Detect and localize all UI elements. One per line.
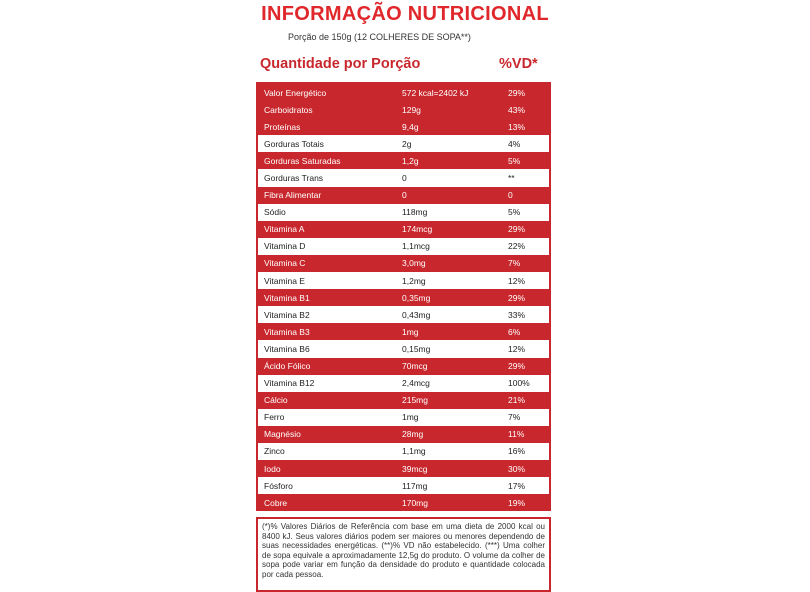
table-row bbox=[258, 426, 549, 443]
quantity-header: Quantidade por Porção bbox=[260, 56, 421, 72]
table-row bbox=[258, 340, 549, 357]
nutrient-quantity: 28mg bbox=[402, 429, 424, 440]
nutrient-name: Fibra Alimentar bbox=[264, 190, 322, 201]
nutrient-quantity: 0,15mg bbox=[402, 343, 431, 354]
vd-header: %VD* bbox=[499, 56, 538, 72]
nutrient-vd: 4% bbox=[508, 138, 521, 149]
nutrient-quantity: 2g bbox=[402, 138, 412, 149]
table-row bbox=[258, 135, 549, 152]
nutrient-vd: 11% bbox=[508, 429, 525, 440]
nutrient-name: Valor Energético bbox=[264, 87, 327, 98]
nutrient-vd: 43% bbox=[508, 104, 526, 115]
table-row bbox=[258, 443, 549, 460]
nutrient-vd: 0 bbox=[508, 190, 513, 201]
nutrient-name: Ferro bbox=[264, 412, 285, 423]
nutrient-quantity: 0 bbox=[402, 190, 407, 201]
nutrient-quantity: 39mcg bbox=[402, 463, 428, 474]
nutrient-vd: 30% bbox=[508, 463, 526, 474]
nutrition-table bbox=[256, 82, 551, 511]
nutrient-quantity: 1mg bbox=[402, 326, 419, 337]
nutrient-quantity: 1,1mcg bbox=[402, 241, 430, 252]
nutrient-vd: 22% bbox=[508, 241, 526, 252]
nutrient-quantity: 215mg bbox=[402, 395, 428, 406]
nutrient-vd: 16% bbox=[508, 446, 526, 457]
nutrient-quantity: 1,2g bbox=[402, 155, 419, 166]
table-header bbox=[256, 54, 546, 76]
page-title: INFORMAÇÃO NUTRICIONAL bbox=[261, 3, 549, 25]
nutrient-quantity: 572 kcal=2402 kJ bbox=[402, 87, 469, 98]
nutrient-quantity: 0,43mg bbox=[402, 309, 431, 320]
nutrient-vd: 100% bbox=[508, 378, 530, 389]
footnote: (*)% Valores Diários de Referência com base em uma dieta de 2000 kcal ou 8400 kJ. Seus valores diários podem ser maiores ou menores dependendo de suas necessidades energéticas. (**)% VD não estabelecido. (***) Uma colher de sopa equivale a aproximadamente 12,5g do produto. O volume da colher de sopa pode variar em função da densidade do produto e quantidade colocada por cada pessoa. bbox=[256, 517, 551, 592]
nutrient-vd: 12% bbox=[508, 275, 526, 286]
nutrient-name: Carboidratos bbox=[264, 104, 313, 115]
table-row bbox=[258, 187, 549, 204]
nutrient-name: Vitamina B6 bbox=[264, 343, 310, 354]
nutrient-vd: 6% bbox=[508, 326, 521, 337]
nutrient-quantity: 118mg bbox=[402, 207, 428, 218]
nutrient-name: Proteínas bbox=[264, 121, 301, 132]
table-row bbox=[258, 358, 549, 375]
serving-size: Porção de 150g (12 COLHERES DE SOPA**) bbox=[288, 32, 471, 42]
nutrient-quantity: 2,4mcg bbox=[402, 378, 430, 389]
nutrient-quantity: 1mg bbox=[402, 412, 419, 423]
table-row bbox=[258, 460, 549, 477]
nutrient-vd: 29% bbox=[508, 224, 526, 235]
nutrient-quantity: 1,1mg bbox=[402, 446, 426, 457]
nutrient-name: Vitamina B12 bbox=[264, 378, 315, 389]
nutrient-name: Vitamina E bbox=[264, 275, 305, 286]
nutrient-name: Cálcio bbox=[264, 395, 288, 406]
nutrient-vd: 7% bbox=[508, 412, 521, 423]
nutrient-name: Fósforo bbox=[264, 480, 293, 491]
nutrient-name: Gorduras Trans bbox=[264, 172, 324, 183]
table-row bbox=[258, 152, 549, 169]
nutrient-quantity: 3,0mg bbox=[402, 258, 426, 269]
nutrient-name: Vitamina D bbox=[264, 241, 306, 252]
nutrient-vd: 13% bbox=[508, 121, 526, 132]
nutrient-name: Vitamina A bbox=[264, 224, 305, 235]
nutrient-quantity: 117mg bbox=[402, 480, 428, 491]
table-row bbox=[258, 323, 549, 340]
nutrient-name: Magnésio bbox=[264, 429, 301, 440]
table-row bbox=[258, 255, 549, 272]
nutrient-vd: 29% bbox=[508, 292, 526, 303]
table-row bbox=[258, 494, 549, 511]
nutrient-quantity: 174mcg bbox=[402, 224, 433, 235]
nutrient-vd: 5% bbox=[508, 207, 521, 218]
nutrient-vd: 12% bbox=[508, 343, 526, 354]
table-row bbox=[258, 169, 549, 186]
nutrient-quantity: 0 bbox=[402, 172, 407, 183]
nutrient-name: Zinco bbox=[264, 446, 285, 457]
table-row bbox=[258, 272, 549, 289]
table-row bbox=[258, 375, 549, 392]
table-row bbox=[258, 118, 549, 135]
nutrient-vd: 17% bbox=[508, 480, 526, 491]
nutrient-quantity: 1,2mg bbox=[402, 275, 426, 286]
nutrient-name: Sódio bbox=[264, 207, 286, 218]
nutrient-name: Vitamina B2 bbox=[264, 309, 310, 320]
table-row bbox=[258, 306, 549, 323]
nutrient-vd: 29% bbox=[508, 361, 526, 371]
nutrient-name: Iodo bbox=[264, 463, 281, 474]
nutrient-name: Gorduras Totais bbox=[264, 138, 324, 149]
table-row bbox=[258, 101, 549, 118]
table-row bbox=[258, 221, 549, 238]
nutrient-quantity: 70mcg bbox=[402, 361, 428, 371]
table-row bbox=[258, 84, 549, 101]
nutrient-quantity: 170mg bbox=[402, 497, 428, 508]
nutrient-name: Vitamina B1 bbox=[264, 292, 310, 303]
table-row bbox=[258, 409, 549, 426]
nutrient-quantity: 9,4g bbox=[402, 121, 419, 132]
nutrient-name: Ácido Fólico bbox=[264, 361, 311, 371]
table-row bbox=[258, 289, 549, 306]
nutrient-vd: ** bbox=[508, 172, 515, 183]
nutrient-quantity: 129g bbox=[402, 104, 421, 115]
nutrient-quantity: 0,35mg bbox=[402, 292, 431, 303]
nutrient-vd: 33% bbox=[508, 309, 526, 320]
nutrient-vd: 7% bbox=[508, 258, 521, 269]
nutrient-name: Gorduras Saturadas bbox=[264, 155, 341, 166]
nutrient-vd: 29% bbox=[508, 87, 526, 98]
nutrient-vd: 5% bbox=[508, 155, 521, 166]
table-row bbox=[258, 204, 549, 221]
nutrient-vd: 21% bbox=[508, 395, 526, 406]
nutrient-vd: 19% bbox=[508, 497, 526, 508]
table-row bbox=[258, 477, 549, 494]
table-row bbox=[258, 238, 549, 255]
nutrient-name: Vitamina B3 bbox=[264, 326, 310, 337]
table-row bbox=[258, 392, 549, 409]
nutrient-name: Vitamina C bbox=[264, 258, 306, 269]
nutrient-name: Cobre bbox=[264, 497, 288, 508]
